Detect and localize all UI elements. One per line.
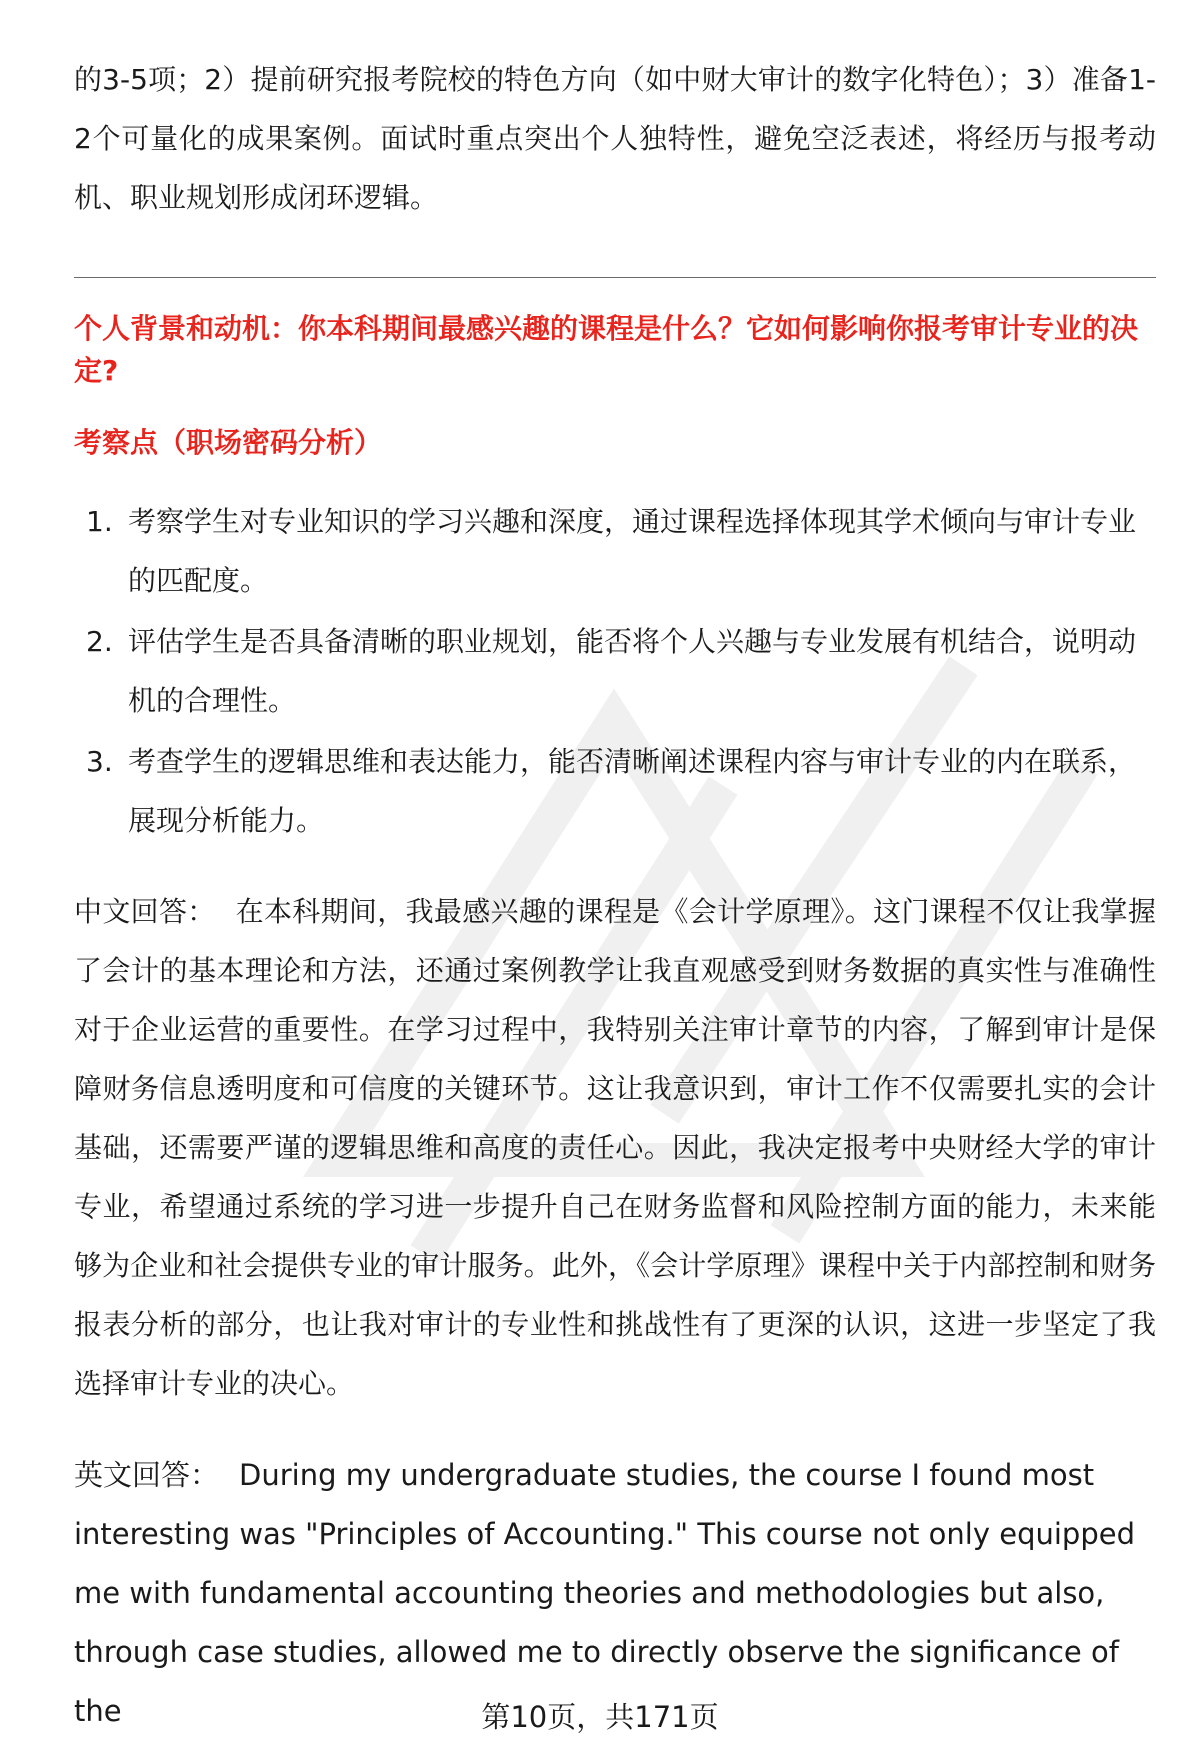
list-item <box>74 492 1156 610</box>
section-divider <box>74 277 1156 278</box>
list-item-text: 考查学生的逻辑思维和表达能力，能否清晰阐述课程内容与审计专业的内在联系，展现分析能力。 <box>128 745 1137 837</box>
question-heading: 个人背景和动机：你本科期间最感兴趣的课程是什么？它如何影响你报考审计专业的决定? <box>74 312 1139 387</box>
list-item-text: 评估学生是否具备清晰的职业规划，能否将个人兴趣与专业发展有机结合，说明动机的合理性。 <box>128 625 1137 717</box>
page-number-footer: 第10页，共171页 <box>481 1700 719 1734</box>
document-page <box>74 0 1156 1755</box>
chinese-answer <box>74 882 1156 1413</box>
list-item-number: 2. <box>86 625 113 658</box>
list-item-number: 3. <box>86 745 113 778</box>
list-item-number: 1. <box>86 505 113 538</box>
list-item <box>74 612 1156 730</box>
english-answer-label: 英文回答： <box>74 1458 220 1492</box>
list-item-text: 考察学生对专业知识的学习兴趣和深度，通过课程选择体现其学术倾向与审计专业的匹配度。 <box>128 505 1137 597</box>
chinese-answer-label: 中文回答： <box>74 895 216 928</box>
chinese-answer-text: 在本科期间，我最感兴趣的课程是《会计学原理》。这门课程不仅让我掌握了会计的基本理论和方法，还通过案例教学让我直观感受到财务数据的真实性与准确性对于企业运营的重要性。在学习过程中，我特别关注审计章节的内容，了解到审计是保障财务信息透明度和可信度的关键环节。这让我意识到，审计工作不仅需要扎实的会计基础，还需要严谨的逻辑思维和高度的责任心。因此，我决定报考中央财经大学的审计专业，希望通过系统的学习进一步提升自己在财务监督和风险控制方面的能力，未来能够为企业和社会提供专业的审计服务。此外，《会计学原理》课程中关于内部控制和财务报表分析的部分，也让我对审计的专业性和挑战性有了更深的认识，这进一步坚定了我选择审计专业的决心。 <box>74 895 1156 1400</box>
focus-heading: 考察点（职场密码分析） <box>74 426 383 459</box>
focus-list <box>74 492 1156 852</box>
english-answer-text: During my undergraduate studies, the course I found most interesting was "Principles of Accounting." This course not only equipped me with fundamental accounting theories and methodologies but also, through case studies, allowed me to directly observe the significance of the <box>74 1458 1135 1728</box>
list-item <box>74 732 1156 850</box>
intro-paragraph: 的3-5项；2）提前研究报考院校的特色方向（如中财大审计的数字化特色）；3）准备1-2个可量化的成果案例。面试时重点突出个人独特性，避免空泛表述，将经历与报考动机、职业规划形成闭环逻辑。 <box>74 63 1156 214</box>
